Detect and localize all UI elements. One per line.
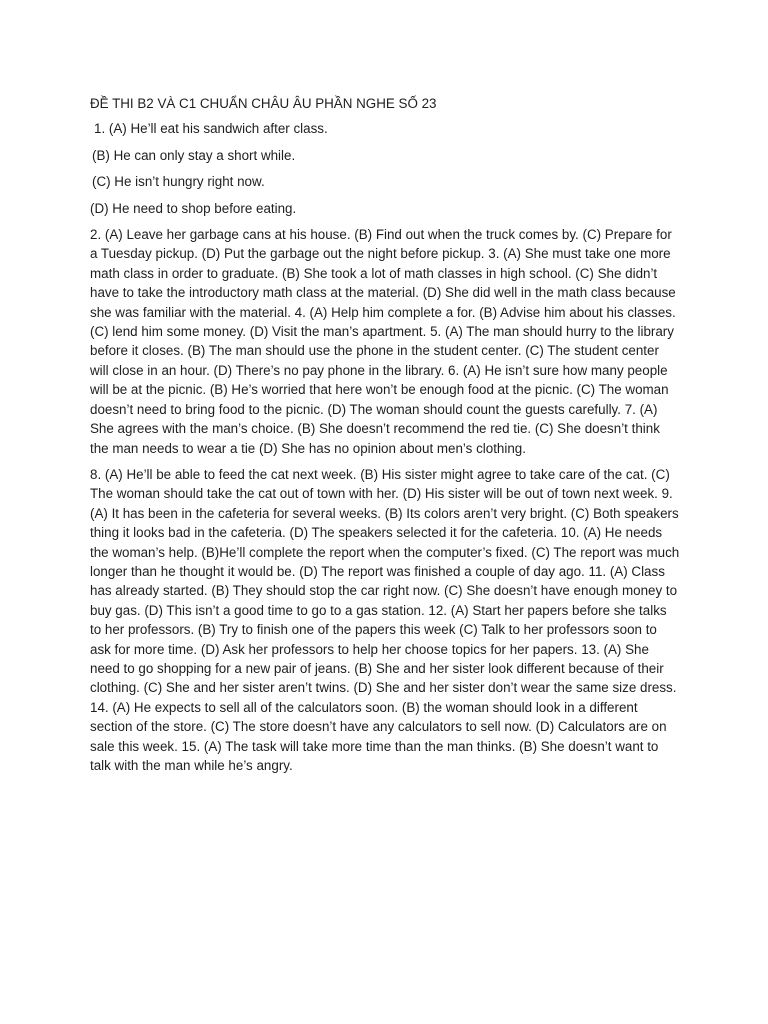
question-1-option-d: (D) He need to shop before eating.: [90, 200, 297, 216]
questions-8-15-paragraph: 8. (A) He’ll be able to feed the cat next week. (B) His sister might agree to take care of the cat. (C) The woman should take the cat out of town with her. (D) His sister will be out of town next week. 9. (A) It has been in the cafeteria for several weeks. (B) Its colors aren’t very bright. (C) Both speakers thing it looks bad in the cafeteria. (D) The speakers selected it for the cafeteria. 10. (A) He needs the woman’s help. (B)He’ll complete the report when the computer’s fixed. (C) The report was much longer than he thought it would be. (D) The report was finished a couple of day ago. 11. (A) Class has already started. (B) They should stop the car right now. (C) She doesn’t have enough money to buy gas. (D) This isn’t a good time to go to a gas station. 12. (A) Start her papers before she talks to her professors. (B) Try to finish one of the papers this week (C) Talk to her professors soon to ask for more time. (D) Ask her professors to help her choose topics for her papers. 13. (A) She need to go shopping for a new pair of jeans. (B) She and her sister look different because of their clothing. (C) She and her sister aren’t twins. (D) She and her sister don’t wear the same size dress. 14. (A) He expects to sell all of the calculators soon. (B) the woman should look in a different section of the store. (C) The store doesn’t have any calculators to sell now. (D) Calculators are on sale this week. 15. (A) The task will take more time than the man thinks. (B) She doesn’t want to talk with the man while he’s angry.: [90, 466, 680, 773]
questions-2-7-paragraph: 2. (A) Leave her garbage cans at his house. (B) Find out when the truck comes by. (C) Prepare for a Tuesday pickup. (D) Put the garbage out the night before pickup. 3. (A) She must take one more math class in order to graduate. (B) She took a lot of math classes in high school. (C) She didn’t have to take the introductory math class at the material. (D) She did well in the math class because she was familiar with the material. 4. (A) Help him complete a for. (B) Advise him about his classes. (C) lend him some money. (D) Visit the man’s apartment. 5. (A) The man should hurry to the library before it closes. (B) The man should use the phone in the student center. (C) The student center will close in an hour. (D) There’s no pay phone in the library. 6. (A) He isn’t sure how many people will be at the picnic. (B) He’s worried that here won’t be enough food at the picnic. (C) The woman doesn’t need to bring food to the picnic. (D) The woman should count the guests carefully. 7. (A) She agrees with the man’s choice. (B) She doesn’t recommend the red tie. (C) She doesn’t think the man needs to wear a tie (D) She has no opinion about men’s clothing.: [90, 227, 676, 456]
document-title: ĐỀ THI B2 VÀ C1 CHUẨN CHÂU ÂU PHẦN NGHE SỐ 23: [90, 96, 437, 111]
question-1-option-b: (B) He can only stay a short while.: [92, 147, 296, 163]
question-1-line: 1. (A) He’ll eat his sandwich after class.: [94, 121, 328, 137]
document-body: [90, 94, 680, 782]
question-1-option-c: (C) He isn’t hungry right now.: [92, 174, 265, 190]
